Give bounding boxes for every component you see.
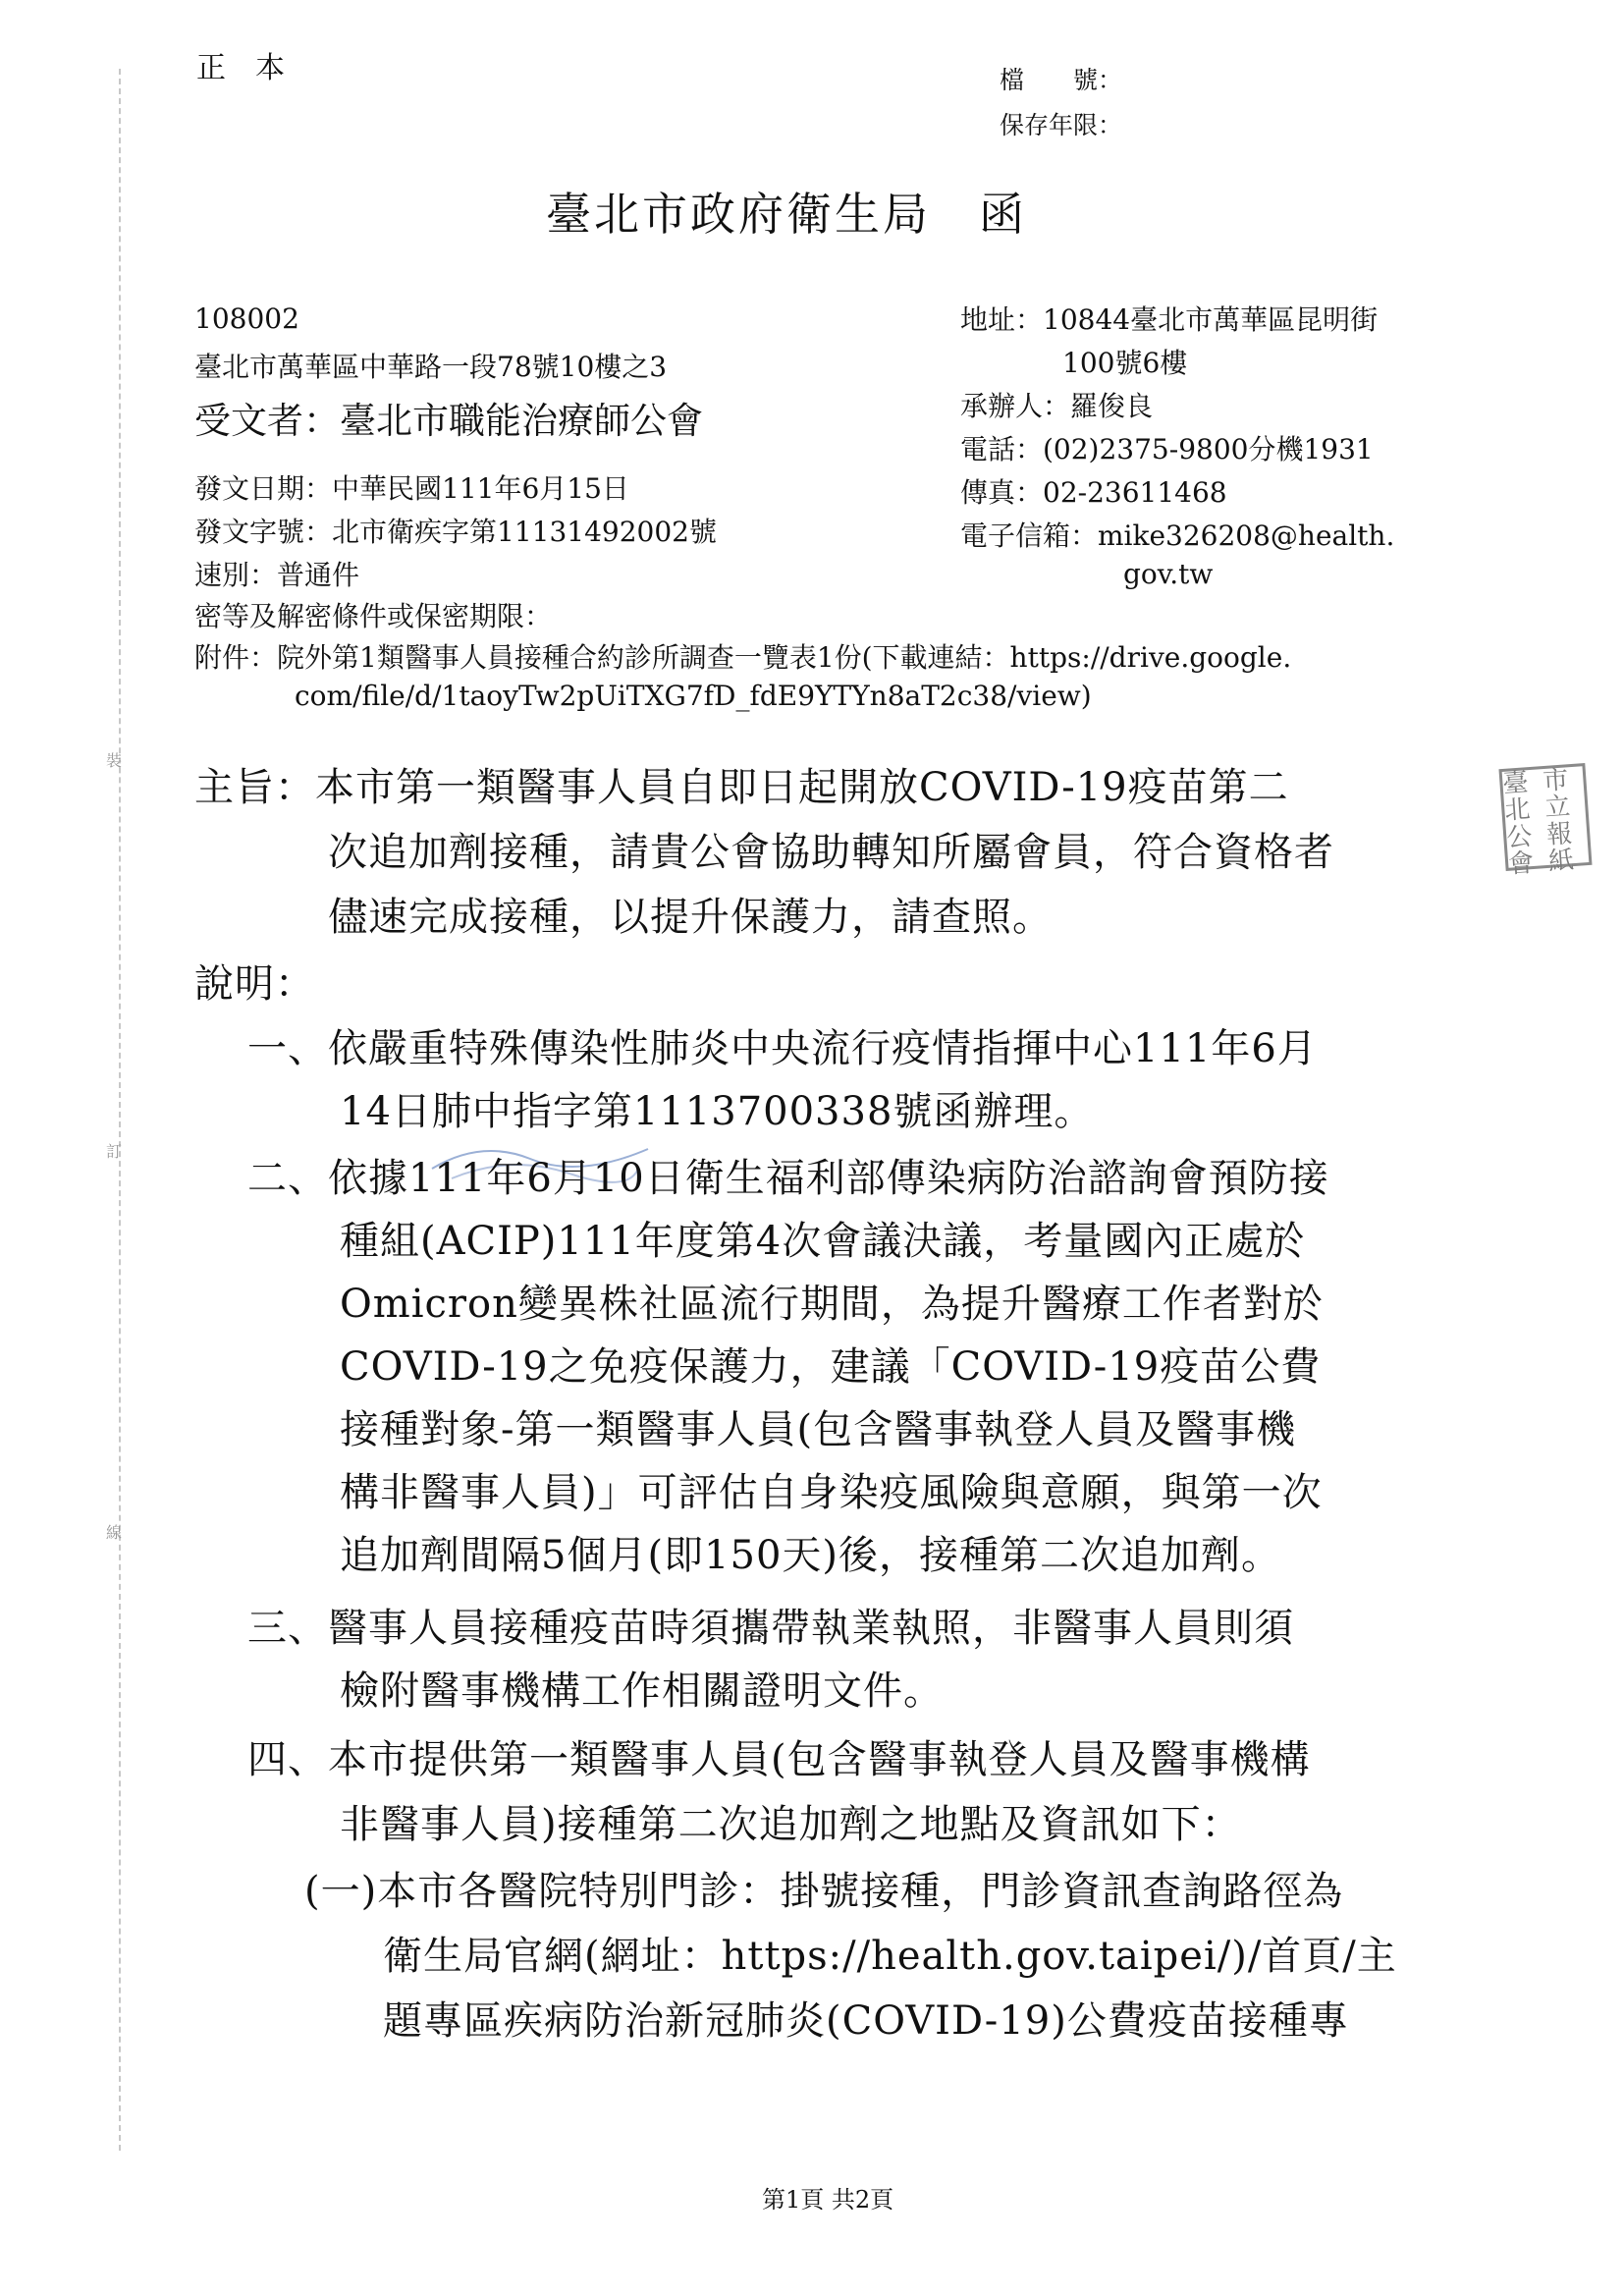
page-footer: 第1頁 共2頁 <box>762 2186 894 2214</box>
secrecy-condition: 密等及解密條件或保密期限： <box>194 600 553 632</box>
subject-line1: 主旨：本市第一類醫事人員自即日起開放COVID-19疫苗第二 <box>194 765 1289 810</box>
stamp-chars-1: 臺北 <box>1501 768 1532 827</box>
attachment-line1: 附件：院外第1類醫事人員接種合約診所調查一覽表1份(下載連結：https://drive.google. <box>194 641 1292 674</box>
item-1-line1: 一、依嚴重特殊傳染性肺炎中央流行疫情指揮中心111年6月 <box>247 1026 1318 1071</box>
item-4-line1: 四、本市提供第一類醫事人員(包含醫事執登人員及醫事機構 <box>247 1737 1311 1782</box>
sub-item-1-line2: 衛生局官網(網址：https://health.gov.taipei/)/首頁/主 <box>383 1934 1397 1979</box>
item-2-line4: COVID-19之免疫保護力，建議「COVID-19疫苗公費 <box>340 1344 1322 1390</box>
sub-item-1-line3: 題專區疾病防治新冠肺炎(COVID-19)公費疫苗接種專 <box>383 1998 1349 2044</box>
delivery-speed: 速別：普通件 <box>194 559 360 591</box>
file-number-label: 檔 號： <box>1000 66 1123 94</box>
stamp-chars-3: 公會 <box>1505 821 1536 880</box>
binding-line <box>119 69 121 2151</box>
explanation-label: 說明： <box>194 961 315 1007</box>
recipient-name: 受文者：臺北市職能治療師公會 <box>194 400 703 442</box>
retention-period-label: 保存年限： <box>1000 111 1123 139</box>
item-1-line2: 14日肺中指字第1113700338號函辦理。 <box>340 1089 1095 1134</box>
sub-item-1-line1: (一)本市各醫院特別門診：掛號接種，門診資訊查詢路徑為 <box>304 1869 1344 1914</box>
item-3-line2: 檢附醫事機構工作相關證明文件。 <box>340 1668 944 1714</box>
seal-stamp <box>1498 763 1592 880</box>
sender-address-line2: 100號6樓 <box>1062 347 1188 379</box>
sender-address-line1: 地址：10844臺北市萬華區昆明街 <box>960 303 1379 336</box>
stamp-chars-2: 市立 <box>1542 765 1572 824</box>
item-4-line2: 非醫事人員)接種第二次追加劑之地點及資訊如下： <box>340 1802 1242 1847</box>
item-2-line5: 接種對象-第一類醫事人員(包含醫事執登人員及醫事機 <box>340 1407 1297 1452</box>
sender-email-line2: gov.tw <box>1123 558 1214 590</box>
binding-mark-xian: 線 <box>106 1523 123 1542</box>
recipient-postal-code: 108002 <box>194 302 299 335</box>
item-2-line6: 構非醫事人員)」可評估自身染疫風險與意願，與第一次 <box>340 1470 1323 1515</box>
binding-mark-zhuang: 裝 <box>106 751 123 770</box>
sender-handler: 承辦人：羅俊良 <box>960 390 1154 422</box>
subject-line3: 儘速完成接種，以提升保護力，請查照。 <box>328 895 1053 940</box>
subject-line2: 次追加劑接種，請貴公會協助轉知所屬會員，符合資格者 <box>328 830 1334 875</box>
document-number: 發文字號：北市衛疾字第11131492002號 <box>194 516 717 548</box>
sender-phone: 電話：(02)2375-9800分機1931 <box>960 433 1374 465</box>
item-2-line1: 二、依據111年6月10日衛生福利部傳染病防治諮詢會預防接 <box>247 1156 1329 1201</box>
issue-date: 發文日期：中華民國111年6月15日 <box>194 472 629 505</box>
sender-email-line1: 電子信箱：mike326208@health. <box>960 519 1395 552</box>
recipient-address: 臺北市萬華區中華路一段78號10樓之3 <box>194 351 668 383</box>
item-3-line1: 三、醫事人員接種疫苗時須攜帶執業執照，非醫事人員則須 <box>247 1606 1294 1651</box>
stamp-chars-4: 報紙 <box>1545 818 1576 877</box>
attachment-line2: com/file/d/1taoyTw2pUiTXG7fD_fdE9YTYn8aT2c38/view) <box>295 680 1092 712</box>
document-title: 臺北市政府衛生局 函 <box>546 188 1027 241</box>
binding-mark-ding: 訂 <box>106 1142 123 1161</box>
copy-mark: 正 本 <box>196 51 285 85</box>
item-2-line7: 追加劑間隔5個月(即150天)後，接種第二次追加劑。 <box>340 1533 1282 1578</box>
item-2-line3: Omicron變異株社區流行期間，為提升醫療工作者對於 <box>340 1282 1324 1327</box>
item-2-line2: 種組(ACIP)111年度第4次會議決議，考量國內正處於 <box>340 1219 1306 1264</box>
sender-fax: 傳真：02-23611468 <box>960 476 1227 509</box>
